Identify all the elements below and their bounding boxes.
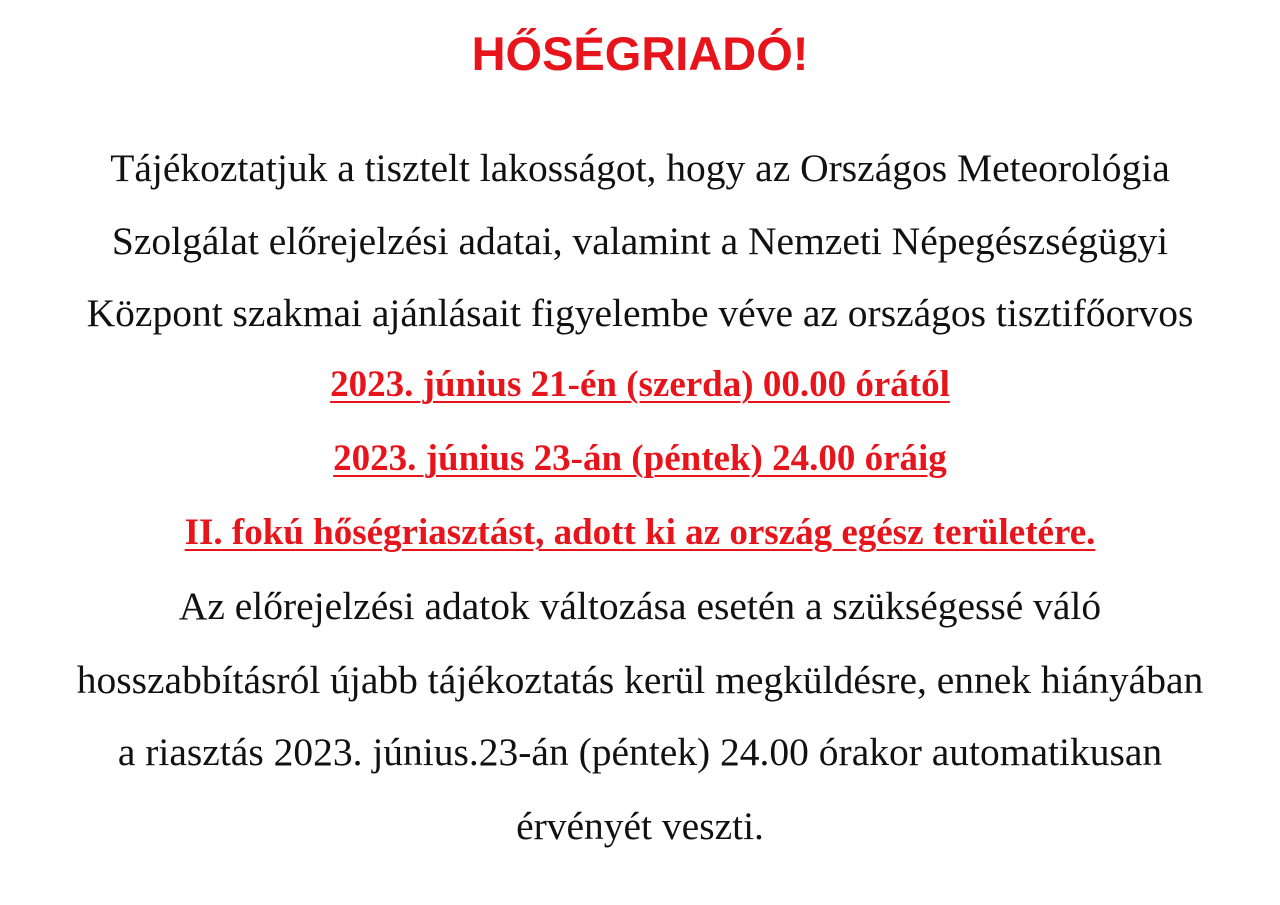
closing-line-1: Az előrejelzési adatok változása esetén a szükségessé váló xyxy=(178,584,1102,628)
alert-level-statement: II. fokú hőségriasztást, adott ki az ország egész területére. xyxy=(184,512,1096,553)
intro-line-2: Szolgálat előrejelzési adatai, valamint a Nemzeti Népegészségügyi xyxy=(111,219,1169,263)
closing-line-3: a riasztás 2023. június.23-án (péntek) 24.00 órakor automatikusan xyxy=(117,730,1163,774)
alert-end-date: 2023. június 23-án (péntek) 24.00 óráig xyxy=(333,438,947,479)
intro-line-3: Központ szakmai ajánlásait figyelembe véve az országos tisztifőorvos xyxy=(86,291,1194,335)
alert-start-date: 2023. június 21-én (szerda) 00.00 órától xyxy=(330,364,950,405)
intro-line-1: Tájékoztatjuk a tisztelt lakosságot, hogy az Országos Meteorológia xyxy=(110,146,1170,190)
notice-title: HŐSÉGRIADÓ! xyxy=(471,27,809,80)
closing-line-4: érvényét veszti. xyxy=(516,804,764,848)
closing-line-2: hosszabbításról újabb tájékoztatás kerül megküldésre, ennek hiányában xyxy=(76,658,1204,702)
